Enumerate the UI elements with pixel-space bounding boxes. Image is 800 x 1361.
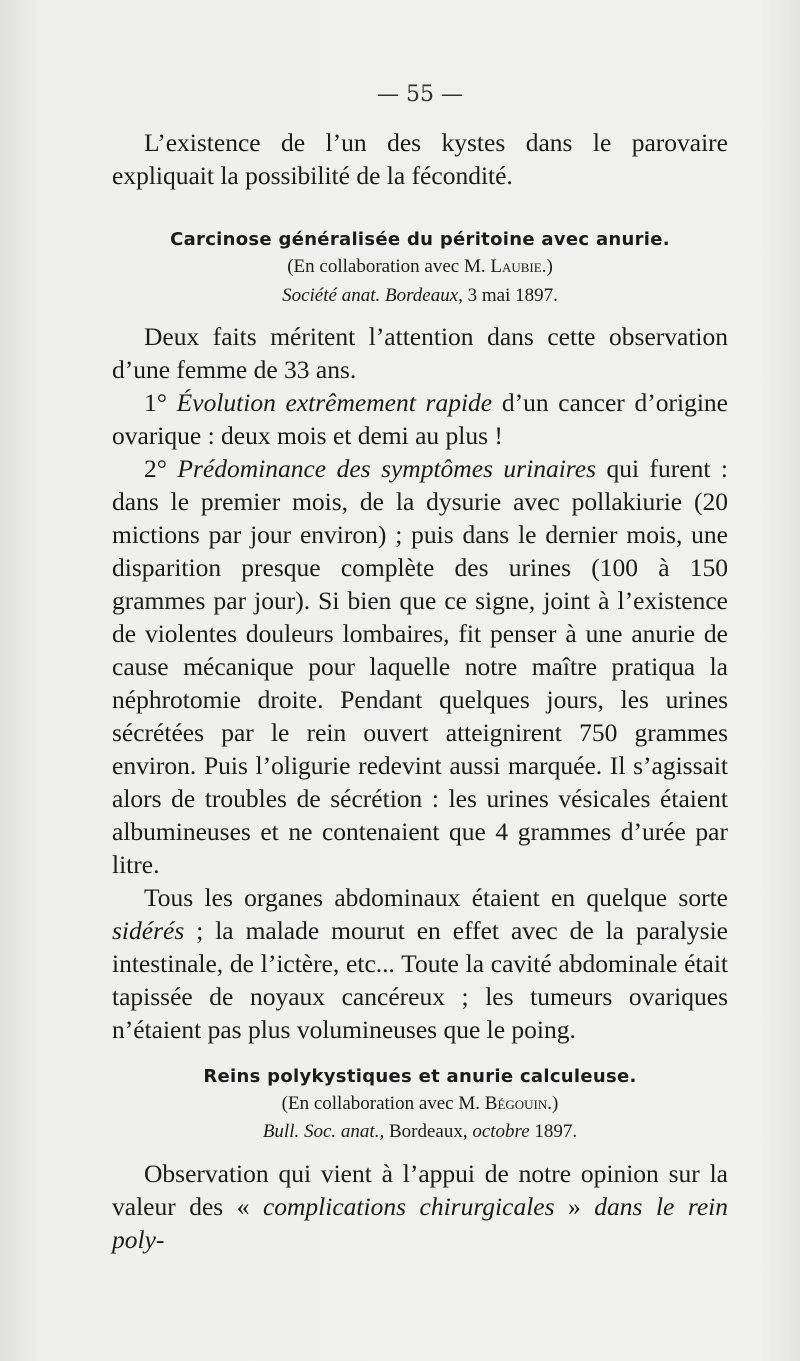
section1-body xyxy=(112,320,728,1046)
p4-start: Tous les organes abdominaux étaient en quelque sorte xyxy=(144,883,728,912)
section2-source-city: Bordeaux, xyxy=(384,1121,473,1142)
section2-paragraph-1 xyxy=(112,1157,728,1256)
p3-number: 2° xyxy=(144,454,178,483)
section2-source xyxy=(112,1121,728,1143)
intro-paragraph xyxy=(112,126,728,192)
s2p1-start: Observation qui vient à l’appui de notre opinion sur la valeur des « xyxy=(112,1159,728,1221)
section2-collab-prefix: (En collaboration avec M. xyxy=(281,1093,481,1114)
s2p1-mid: » xyxy=(554,1192,595,1221)
section1-paragraph-3 xyxy=(112,452,728,881)
p2-rest: d’un cancer d’origine ovarique : deux mois et demi au plus ! xyxy=(112,388,728,450)
s2p1-emphasis: complications chirurgicales xyxy=(262,1192,555,1221)
section2-title: Reins polykystiques et anurie calculeuse. xyxy=(203,1066,637,1087)
section1-collab-prefix: (En collaboration avec M. xyxy=(287,256,486,277)
section2-body xyxy=(112,1157,728,1256)
page-number: — 55 — xyxy=(377,82,463,107)
section1-source-journal: Société anat. Bordeaux, xyxy=(282,285,463,306)
p2-number: 1° xyxy=(144,388,177,417)
section1-paragraph-1: Deux faits méritent l’attention dans cette observation d’une femme de 33 ans. xyxy=(112,322,728,384)
section1-source-date: 3 mai 1897. xyxy=(462,285,558,306)
section1-paragraph-2 xyxy=(112,386,728,452)
p4-rest: ; la malade mourut en effet avec de la paralysie intestinale, de l’ictère, etc... Toute la cavité abdominale était tapissée de noyaux cancéreux ; les tumeurs ovariques n’étaient pas plus volumineuses que le poing. xyxy=(112,916,728,1044)
s2p1-emphasis-2: dans le rein poly- xyxy=(112,1192,728,1254)
p2-emphasis: Évolution extrêmement rapide xyxy=(176,388,493,417)
section2-source-year: 1897. xyxy=(529,1121,578,1142)
section1-collaboration xyxy=(112,256,728,278)
section1-paragraph-4 xyxy=(112,881,728,1046)
section2-collaboration xyxy=(112,1093,728,1115)
section1-title: Carcinose généralisée du péritoine avec anurie. xyxy=(170,229,670,250)
p3-rest: qui furent : dans le premier mois, de la dysurie avec pollakiurie (20 mictions par jour environ) ; puis dans le dernier mois, une disparition presque complète des urines (100 à 150 grammes par jour). Si bien que ce signe, joint à l’existence de violentes douleurs lombaires, fit penser à une anurie de cause mécanique pour laquelle notre maître pratiqua la néphrotomie droite. Pendant quelques jours, les urines sécrétées par le rein ouvert atteignirent 750 grammes environ. Puis l’oligurie redevint aussi marquée. Il s’agissait alors de troubles de sécrétion : les urines vésicales étaient albumineuses et ne contenaient que 4 grammes d’urée par litre. xyxy=(112,454,728,879)
section2-collab-name: Bégouin xyxy=(484,1093,548,1114)
p3-emphasis: Prédominance des symptômes urinaires xyxy=(177,454,596,483)
section1-collab-suffix: .) xyxy=(541,256,553,277)
section1-source xyxy=(112,285,728,307)
section2-source-journal: Bull. Soc. anat., xyxy=(262,1121,385,1142)
section1-collab-name: Laubie xyxy=(490,256,542,277)
section2-collab-suffix: .) xyxy=(547,1093,559,1114)
intro-text: L’existence de l’un des kystes dans le parovaire expliquait la possibilité de la fécondité. xyxy=(112,128,728,190)
p4-emphasis: sidérés xyxy=(112,916,185,945)
section2-source-month: octobre xyxy=(472,1121,530,1142)
